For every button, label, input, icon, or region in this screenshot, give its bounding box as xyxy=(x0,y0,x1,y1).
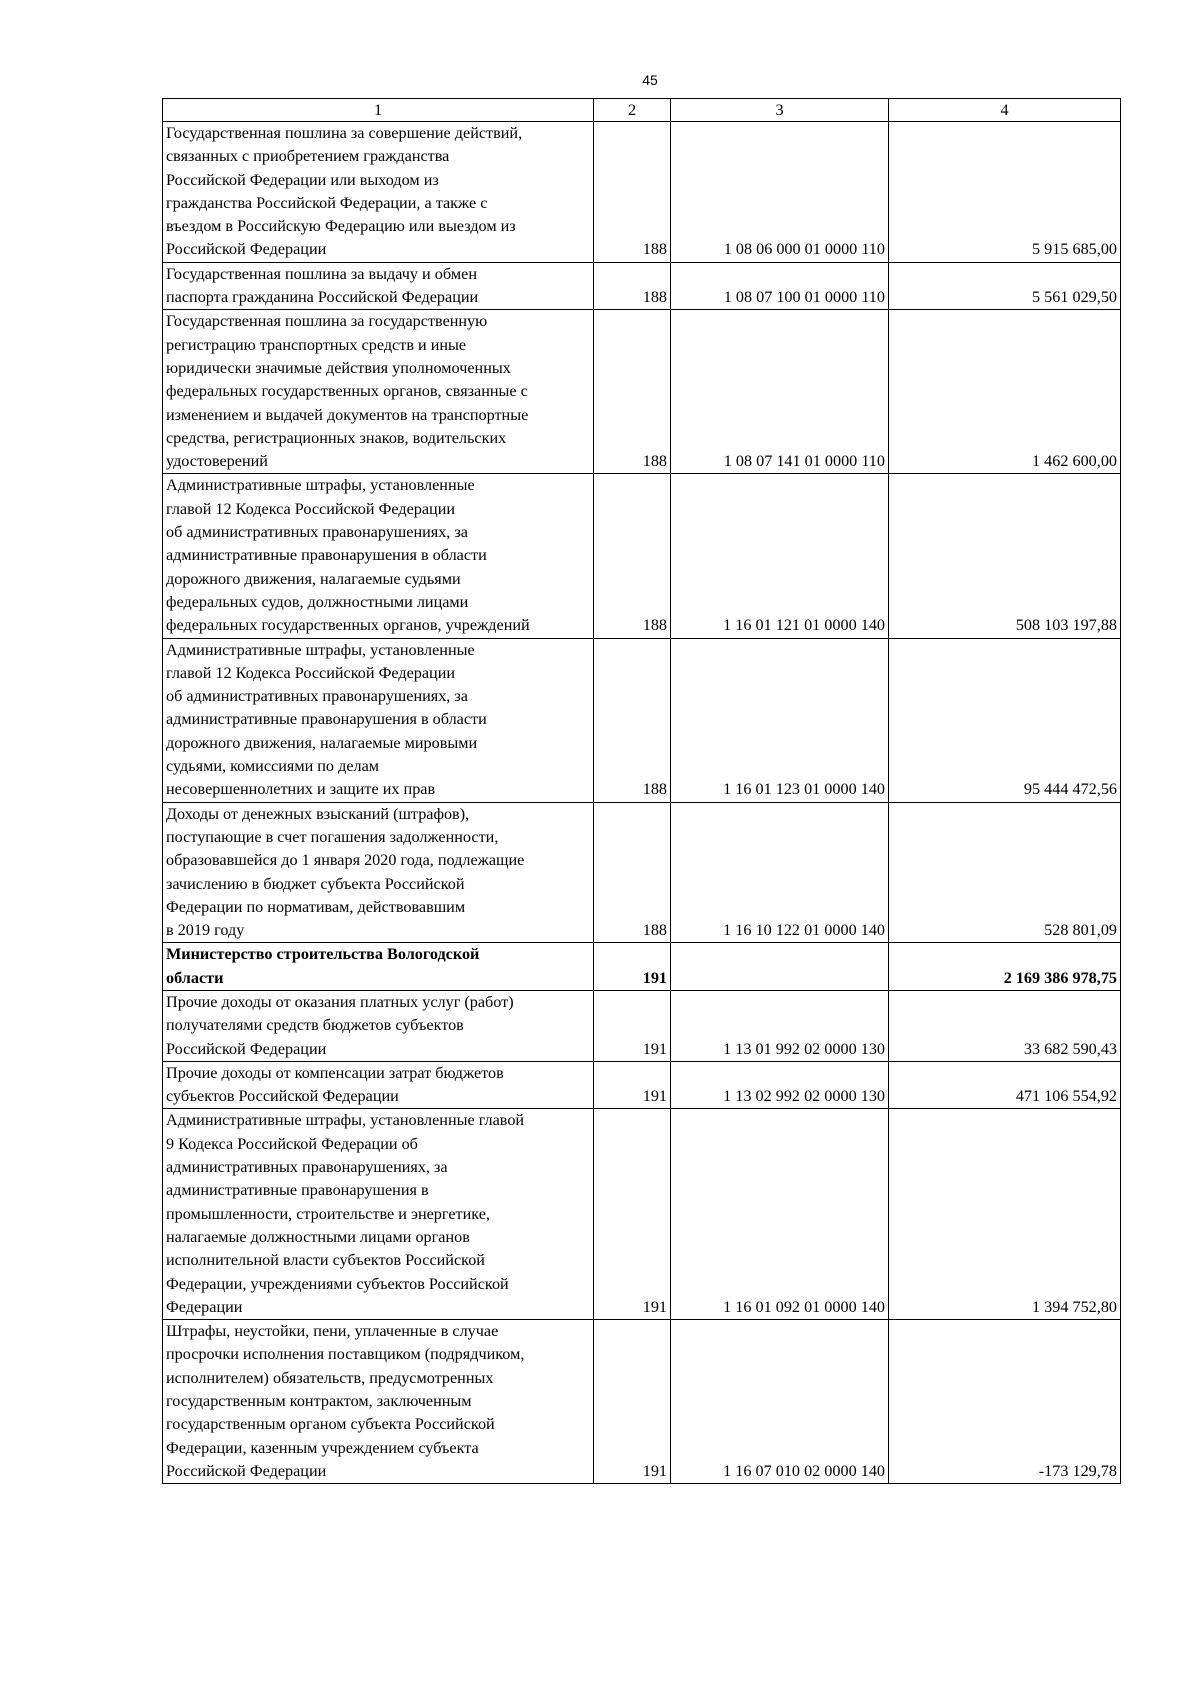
budget-classification-code-cell xyxy=(671,943,889,991)
table-row xyxy=(163,262,1121,310)
income-name-cell: Штрафы, неустойки, пени, уплаченные в случае просрочки исполнения поставщиком (подрядчиком, исполнителем) обязательств, предусмотренных государственным контрактом, заключенным государственным органом субъекта Российской Федерации, казенным учреждением субъекта Российской Федерации xyxy=(163,1320,594,1484)
budget-classification-code-cell: 1 13 01 992 02 0000 130 xyxy=(671,990,889,1061)
ministry-total-row xyxy=(163,943,1121,991)
income-name-cell: Прочие доходы от оказания платных услуг (работ) получателями средств бюджетов субъектов Российской Федерации xyxy=(163,990,594,1061)
amount-cell: 95 444 472,56 xyxy=(889,638,1121,802)
administrator-code-cell: 191 xyxy=(594,990,671,1061)
income-name-cell: Административные штрафы, установленные главой 12 Кодекса Российской Федерации об административных правонарушениях, за административные правонарушения в области дорожного движения, налагаемые мировыми судьями, комиссиями по делам несовершеннолетних и защите их прав xyxy=(163,638,594,802)
column-4-header: 4 xyxy=(889,99,1121,122)
column-2-header: 2 xyxy=(594,99,671,122)
budget-classification-code-cell: 1 13 02 992 02 0000 130 xyxy=(671,1061,889,1109)
budget-classification-code-cell: 1 16 07 010 02 0000 140 xyxy=(671,1320,889,1484)
administrator-code-cell: 191 xyxy=(594,1320,671,1484)
column-number-header-row xyxy=(163,99,1121,122)
table-row xyxy=(163,474,1121,638)
income-name-cell: Административные штрафы, установленные главой 9 Кодекса Российской Федерации об административных правонарушениях, за административные правонарушения в промышленности, строительстве и энергетике, налагаемые должностными лицами органов исполнительной власти субъектов Российской Федерации, учреждениями субъектов Российской Федерации xyxy=(163,1109,594,1320)
table-row xyxy=(163,1320,1121,1484)
administrator-code-cell: 191 xyxy=(594,943,671,991)
amount-cell: 528 801,09 xyxy=(889,802,1121,943)
income-name-cell: Прочие доходы от компенсации затрат бюджетов субъектов Российской Федерации xyxy=(163,1061,594,1109)
administrator-code-cell: 191 xyxy=(594,1109,671,1320)
income-name-cell: Доходы от денежных взысканий (штрафов), поступающие в счет погашения задолженности, образовавшейся до 1 января 2020 года, подлежащие зачислению в бюджет субъекта Российской Федерации по нормативам, действовавшим в 2019 году xyxy=(163,802,594,943)
column-3-header: 3 xyxy=(671,99,889,122)
table-row xyxy=(163,122,1121,263)
administrator-code-cell: 188 xyxy=(594,474,671,638)
ministry-name-cell: Министерство строительства Вологодской области xyxy=(163,943,594,991)
budget-classification-code-cell: 1 08 06 000 01 0000 110 xyxy=(671,122,889,263)
page-number: 45 xyxy=(642,72,658,88)
administrator-code-cell: 188 xyxy=(594,310,671,474)
budget-classification-code-cell: 1 08 07 141 01 0000 110 xyxy=(671,310,889,474)
table-row xyxy=(163,310,1121,474)
budget-classification-code-cell: 1 16 01 121 01 0000 140 xyxy=(671,474,889,638)
amount-cell: -173 129,78 xyxy=(889,1320,1121,1484)
table-row xyxy=(163,638,1121,802)
table-row xyxy=(163,1061,1121,1109)
budget-classification-code-cell: 1 16 01 123 01 0000 140 xyxy=(671,638,889,802)
administrator-code-cell: 188 xyxy=(594,122,671,263)
administrator-code-cell: 188 xyxy=(594,802,671,943)
budget-classification-code-cell: 1 16 10 122 01 0000 140 xyxy=(671,802,889,943)
table-row xyxy=(163,990,1121,1061)
administrator-code-cell: 188 xyxy=(594,638,671,802)
amount-cell: 33 682 590,43 xyxy=(889,990,1121,1061)
administrator-code-cell: 188 xyxy=(594,262,671,310)
budget-classification-code-cell: 1 08 07 100 01 0000 110 xyxy=(671,262,889,310)
administrator-code-cell: 191 xyxy=(594,1061,671,1109)
budget-classification-code-cell: 1 16 01 092 01 0000 140 xyxy=(671,1109,889,1320)
revenue-table-body xyxy=(163,99,1121,1484)
amount-cell: 508 103 197,88 xyxy=(889,474,1121,638)
income-name-cell: Административные штрафы, установленные главой 12 Кодекса Российской Федерации об административных правонарушениях, за административные правонарушения в области дорожного движения, налагаемые судьями федеральных судов, должностными лицами федеральных государственных органов, учреждений xyxy=(163,474,594,638)
income-name-cell: Государственная пошлина за выдачу и обмен паспорта гражданина Российской Федерации xyxy=(163,262,594,310)
ministry-total-amount-cell: 2 169 386 978,75 xyxy=(889,943,1121,991)
revenue-table xyxy=(162,98,1121,1484)
income-name-cell: Государственная пошлина за государственную регистрацию транспортных средств и иные юридически значимые действия уполномоченных федеральных государственных органов, связанные с изменением и выдачей документов на транспортные средства, регистрационных знаков, водительских удостоверений xyxy=(163,310,594,474)
amount-cell: 1 394 752,80 xyxy=(889,1109,1121,1320)
amount-cell: 5 561 029,50 xyxy=(889,262,1121,310)
column-1-header: 1 xyxy=(163,99,594,122)
amount-cell: 5 915 685,00 xyxy=(889,122,1121,263)
amount-cell: 471 106 554,92 xyxy=(889,1061,1121,1109)
table-row xyxy=(163,1109,1121,1320)
amount-cell: 1 462 600,00 xyxy=(889,310,1121,474)
table-row xyxy=(163,802,1121,943)
income-name-cell: Государственная пошлина за совершение действий, связанных с приобретением гражданства Российской Федерации или выходом из гражданства Российской Федерации, а также с въездом в Российскую Федерацию или выездом из Российской Федерации xyxy=(163,122,594,263)
